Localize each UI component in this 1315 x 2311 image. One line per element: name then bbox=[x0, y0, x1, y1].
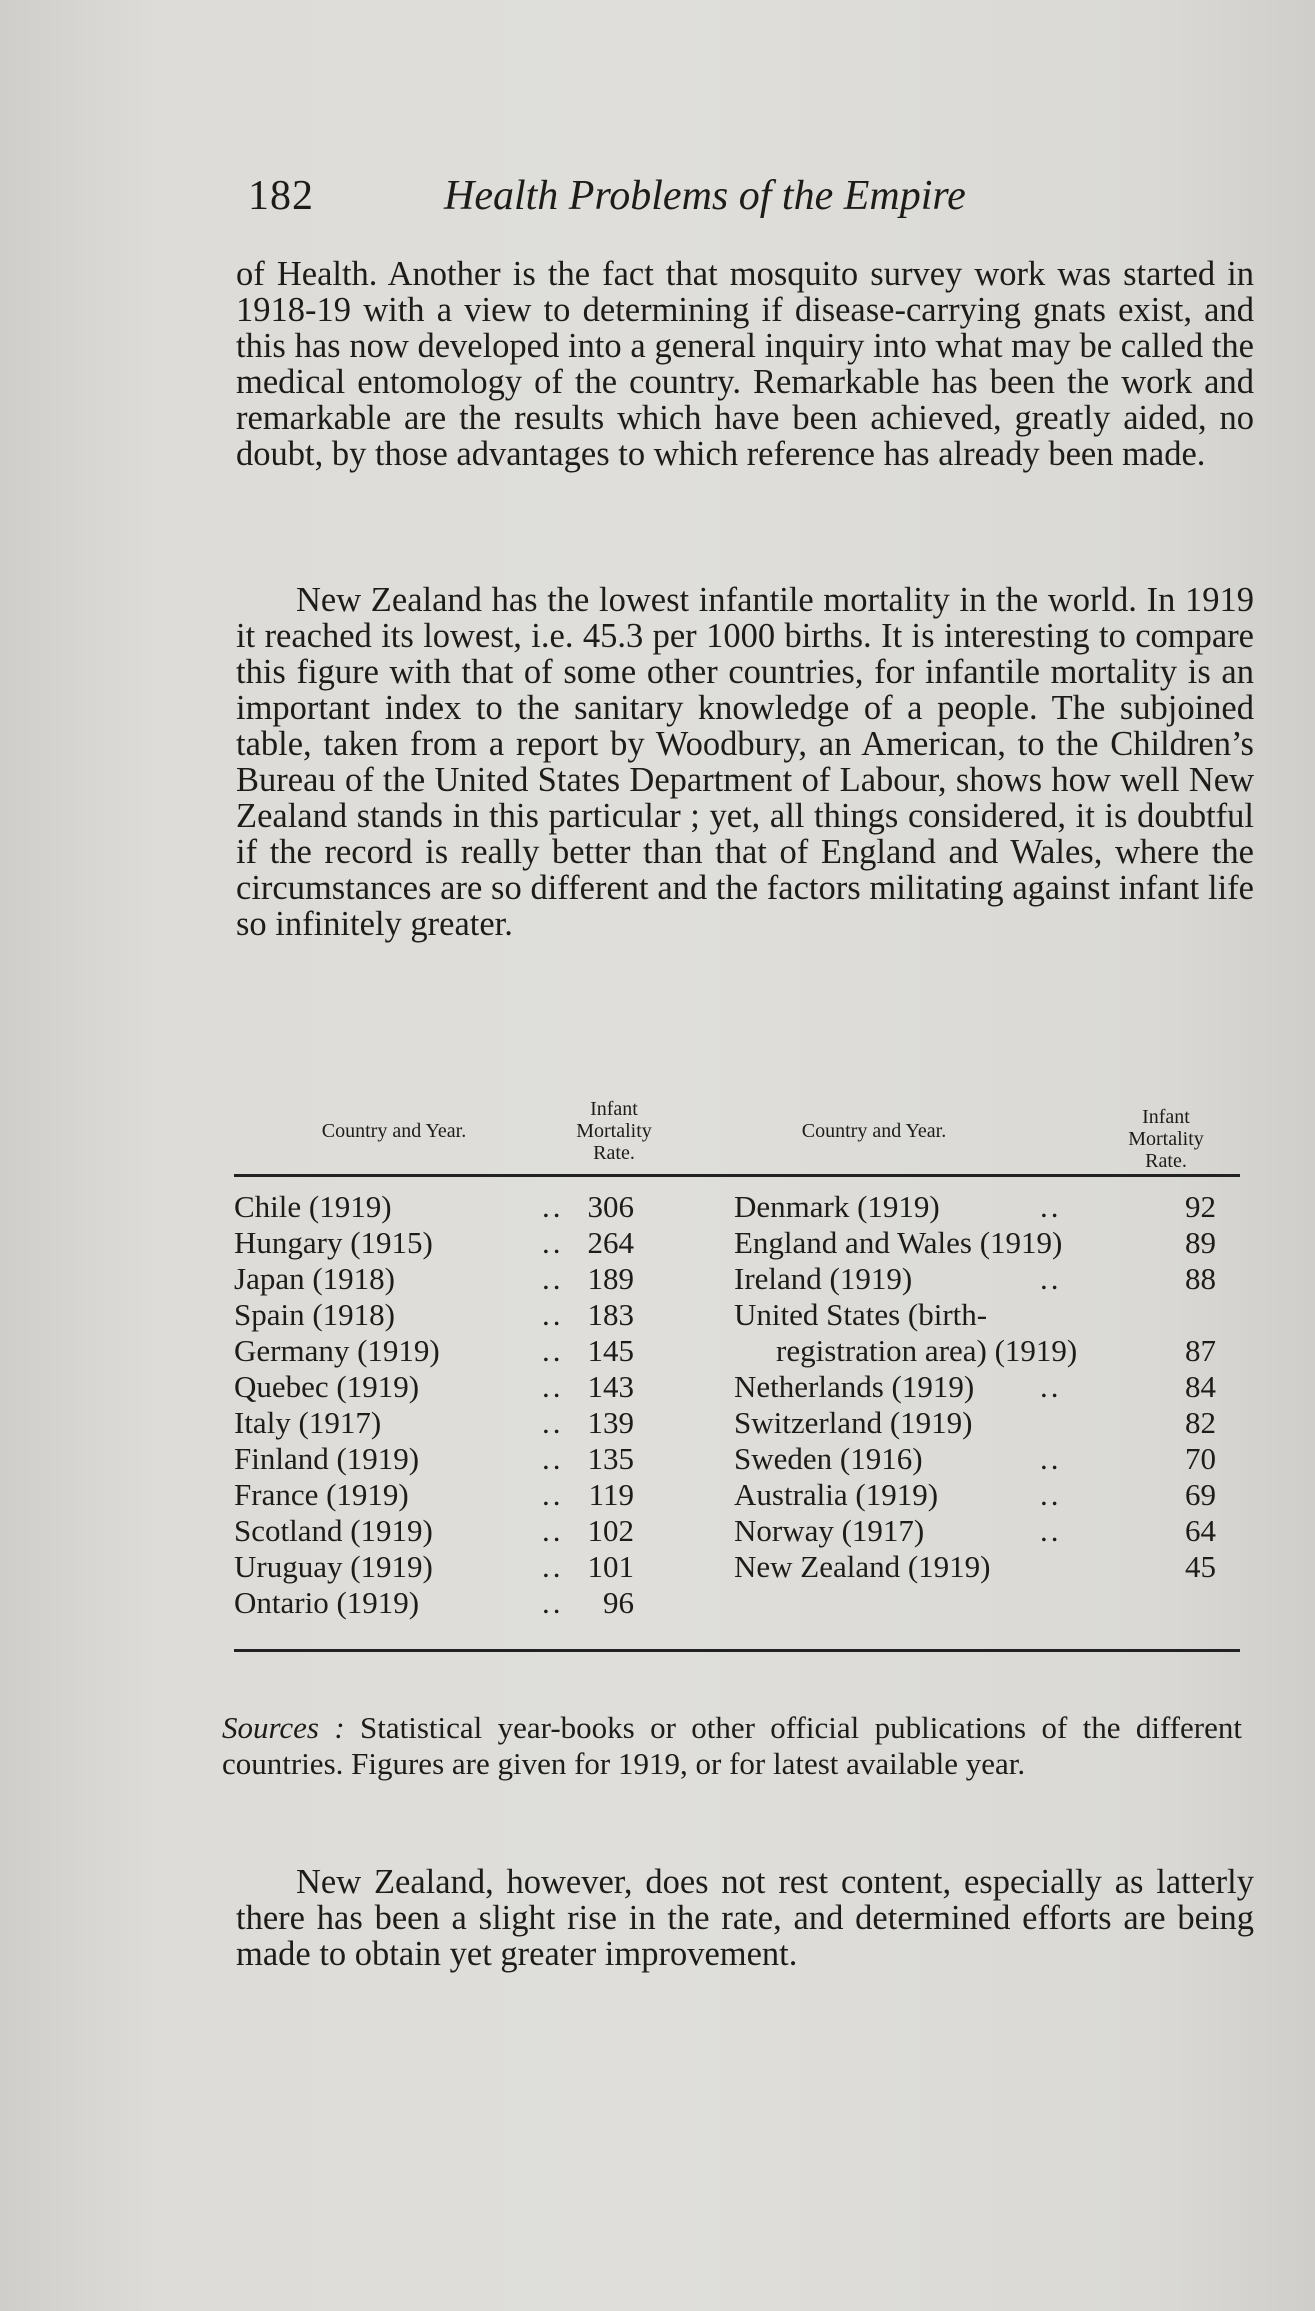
table-row bbox=[734, 1225, 1240, 1261]
table-row bbox=[734, 1549, 1240, 1585]
table-row bbox=[234, 1441, 694, 1477]
running-title: Health Problems of the Empire bbox=[444, 173, 966, 219]
header-country-right: Country and Year. bbox=[801, 1120, 947, 1142]
leader-dots: .. bbox=[542, 1225, 564, 1260]
table-column-left bbox=[234, 1189, 694, 1621]
page-header bbox=[248, 172, 1068, 242]
table-row bbox=[734, 1333, 1240, 1369]
paragraph-3 bbox=[236, 1864, 1254, 1972]
country-cell: Japan (1918) bbox=[234, 1261, 395, 1296]
country-cell: Ontario (1919) bbox=[234, 1585, 420, 1620]
rate-cell: 183 bbox=[587, 1297, 634, 1332]
table-row bbox=[234, 1189, 694, 1225]
country-cell: Uruguay (1919) bbox=[234, 1549, 433, 1584]
leader-dots: .. bbox=[542, 1369, 564, 1404]
leader-dots: .. bbox=[1040, 1189, 1062, 1224]
paragraph-text: New Zealand has the lowest infantile mortality in the world. In 1919 it reached its lowest, i.e. 45.3 per 1000 births. It is interesting to compare this figure with that of some other countries, for infantile mortality is an important index to the sanitary knowledge of a people. The subjoined table, taken from a report by Woodbury, an American, to the Children’s Bureau of the United States Department of Labour, shows how well New Zealand stands in this particular ; yet, all things considered, it is doubtful if the record is really better than that of England and Wales, where the circumstances are so different and the factors militating against infant life so infinitely greater. bbox=[236, 581, 1254, 943]
country-cell: United States (birth- bbox=[734, 1297, 988, 1332]
country-cell: Netherlands (1919) bbox=[734, 1369, 975, 1404]
table-row bbox=[234, 1333, 694, 1369]
table-rule-bottom bbox=[234, 1649, 1240, 1652]
rate-cell: 189 bbox=[587, 1261, 634, 1296]
table-sources bbox=[222, 1710, 1242, 1782]
table-header bbox=[234, 1092, 1240, 1174]
rate-cell: 84 bbox=[1185, 1369, 1216, 1404]
country-cell: Sweden (1916) bbox=[734, 1441, 923, 1476]
leader-dots: .. bbox=[542, 1405, 564, 1440]
country-cell: Chile (1919) bbox=[234, 1189, 392, 1224]
table-row bbox=[234, 1225, 694, 1261]
country-cell: France (1919) bbox=[234, 1477, 409, 1512]
leader-dots: .. bbox=[542, 1261, 564, 1296]
header-rate-left bbox=[554, 1098, 674, 1164]
header-rate-right bbox=[1106, 1106, 1226, 1172]
country-cell: Norway (1917) bbox=[734, 1513, 925, 1548]
country-cell: Finland (1919) bbox=[234, 1441, 420, 1476]
rate-cell: 101 bbox=[587, 1549, 634, 1584]
leader-dots: .. bbox=[1040, 1369, 1062, 1404]
leader-dots: .. bbox=[1040, 1513, 1062, 1548]
country-cell: New Zealand (1919) bbox=[734, 1549, 991, 1584]
leader-dots: .. bbox=[542, 1477, 564, 1512]
table-row bbox=[234, 1549, 694, 1585]
paragraph-text: of Health. Another is the fact that mosquito survey work was started in 1918-19 with a view to determining if disease-carrying gnats exist, and this has now developed into a general inquiry into what may be called the medical entomology of the country. Remarkable has been the work and remarkable are the results which have been achieved, greatly aided, no doubt, by those advantages to which reference has already been made. bbox=[236, 255, 1254, 473]
leader-dots: .. bbox=[542, 1549, 564, 1584]
country-cell: Australia (1919) bbox=[734, 1477, 939, 1512]
leader-dots: .. bbox=[542, 1297, 564, 1332]
table-row bbox=[734, 1405, 1240, 1441]
country-cell: Scotland (1919) bbox=[234, 1513, 433, 1548]
rate-cell: 119 bbox=[588, 1477, 634, 1512]
table-row bbox=[734, 1297, 1240, 1333]
rate-cell: 82 bbox=[1185, 1405, 1216, 1440]
header-rate-line: Rate. bbox=[593, 1142, 635, 1164]
table-row bbox=[734, 1189, 1240, 1225]
country-cell: Italy (1917) bbox=[234, 1405, 382, 1440]
table-row bbox=[734, 1261, 1240, 1297]
header-rate-line: Infant bbox=[590, 1098, 638, 1120]
sources-label: Sources : bbox=[222, 1710, 345, 1745]
table-column-right bbox=[734, 1189, 1240, 1585]
leader-dots: .. bbox=[542, 1333, 564, 1368]
header-rate-line: Rate. bbox=[1145, 1150, 1187, 1172]
rate-cell: 87 bbox=[1185, 1333, 1216, 1368]
country-cell: registration area) (1919) bbox=[776, 1333, 1078, 1368]
table-row bbox=[234, 1585, 694, 1621]
rate-cell: 70 bbox=[1185, 1441, 1216, 1476]
table-row bbox=[734, 1513, 1240, 1549]
country-cell: Switzerland (1919) bbox=[734, 1405, 973, 1440]
header-country-left: Country and Year. bbox=[321, 1120, 467, 1142]
table-row bbox=[234, 1261, 694, 1297]
sources-text: Statistical year-books or other official publications of the different countries. Figures are given for 1919, or for latest available year. bbox=[222, 1710, 1243, 1781]
table-row bbox=[734, 1369, 1240, 1405]
paragraph-1 bbox=[236, 256, 1254, 472]
leader-dots: .. bbox=[542, 1441, 564, 1476]
leader-dots: .. bbox=[542, 1189, 564, 1224]
rate-cell: 139 bbox=[587, 1405, 634, 1440]
rate-cell: 69 bbox=[1185, 1477, 1216, 1512]
rate-cell: 89 bbox=[1185, 1225, 1216, 1260]
rate-cell: 88 bbox=[1185, 1261, 1216, 1296]
table-row bbox=[234, 1477, 694, 1513]
rate-cell: 143 bbox=[587, 1369, 634, 1404]
rate-cell: 96 bbox=[603, 1585, 634, 1620]
country-cell: Ireland (1919) bbox=[734, 1261, 913, 1296]
table-row bbox=[734, 1477, 1240, 1513]
leader-dots: .. bbox=[542, 1585, 564, 1620]
table-row bbox=[234, 1405, 694, 1441]
rate-cell: 306 bbox=[587, 1189, 634, 1224]
leader-dots: .. bbox=[1040, 1477, 1062, 1512]
infant-mortality-table bbox=[234, 1092, 1240, 1652]
header-rate-line: Mortality bbox=[576, 1120, 652, 1142]
country-cell: Denmark (1919) bbox=[734, 1189, 940, 1224]
rate-cell: 145 bbox=[587, 1333, 634, 1368]
country-cell: Germany (1919) bbox=[234, 1333, 440, 1368]
paragraph-2 bbox=[236, 582, 1254, 942]
header-rate-line: Mortality bbox=[1128, 1128, 1204, 1150]
paragraph-text: New Zealand, however, does not rest content, especially as latterly there has been a slight rise in the rate, and determined efforts are being made to obtain yet greater improvement. bbox=[236, 1863, 1254, 1973]
table-row bbox=[234, 1297, 694, 1333]
table-row bbox=[734, 1441, 1240, 1477]
country-cell: Quebec (1919) bbox=[234, 1369, 420, 1404]
page-number: 182 bbox=[248, 173, 314, 219]
header-rate-line: Infant bbox=[1142, 1106, 1190, 1128]
table-row bbox=[234, 1369, 694, 1405]
leader-dots: .. bbox=[1040, 1261, 1062, 1296]
country-cell: Hungary (1915) bbox=[234, 1225, 433, 1260]
country-cell: England and Wales (1919) bbox=[734, 1225, 1063, 1260]
rate-cell: 64 bbox=[1185, 1513, 1216, 1548]
rate-cell: 264 bbox=[587, 1225, 634, 1260]
rate-cell: 102 bbox=[587, 1513, 634, 1548]
rate-cell: 135 bbox=[587, 1441, 634, 1476]
table-body bbox=[234, 1177, 1240, 1649]
leader-dots: .. bbox=[542, 1513, 564, 1548]
table-row bbox=[234, 1513, 694, 1549]
rate-cell: 92 bbox=[1185, 1189, 1216, 1224]
country-cell: Spain (1918) bbox=[234, 1297, 396, 1332]
rate-cell: 45 bbox=[1185, 1549, 1216, 1584]
leader-dots: .. bbox=[1040, 1441, 1062, 1476]
